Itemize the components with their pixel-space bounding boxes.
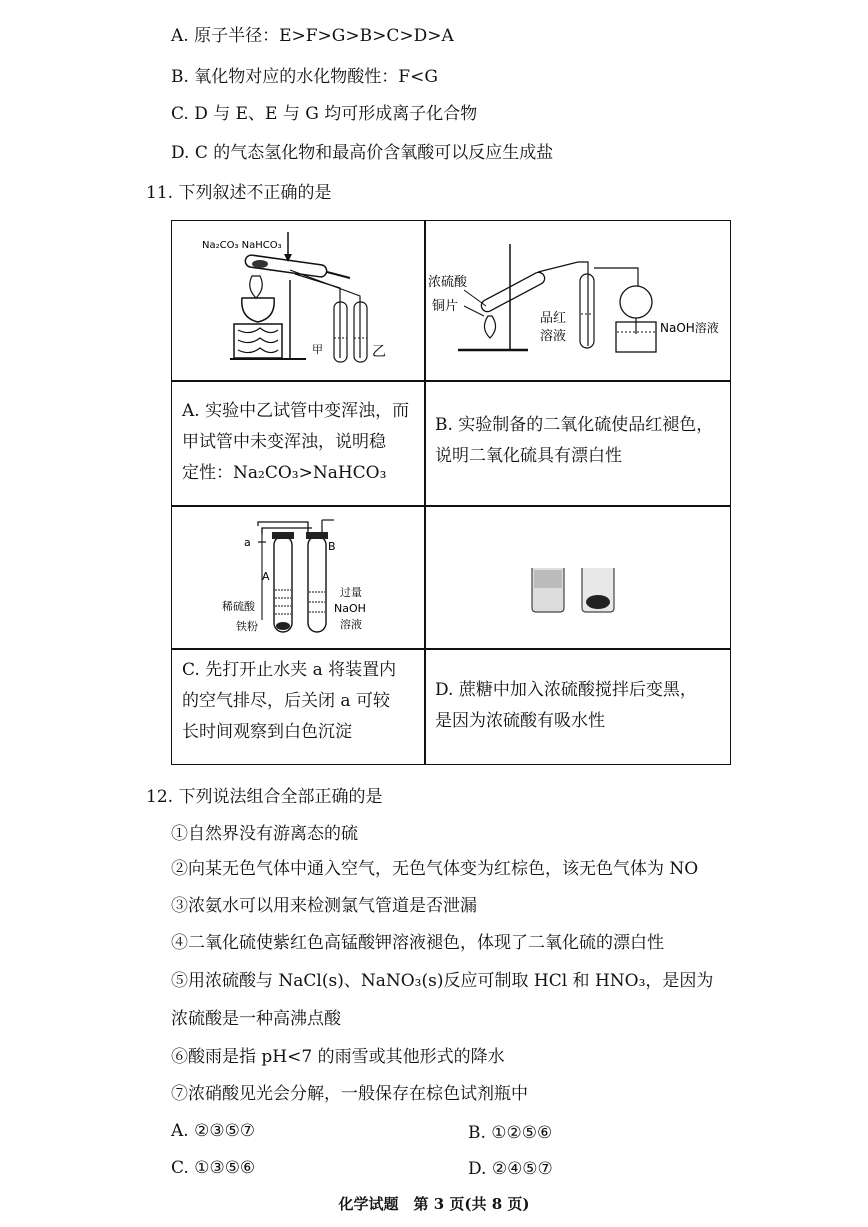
q11-option-a [182,396,409,489]
q12-item-5-cont: 浓硫酸是一种高沸点酸 [171,1009,341,1029]
q11-option-c-line-1: C. 先打开止水夹 a 将装置内 [182,660,397,680]
fig-b-copper: 铜片 [432,299,459,314]
fig-c-excess-3: 溶液 [340,618,362,631]
q11-option-c-line-3: 长时间观察到白色沉淀 [182,722,352,742]
q12-item-5: ⑤用浓硫酸与 NaCl(s)、NaNO₃(s)反应可制取 HCl 和 HNO₃，是因为 [171,971,714,991]
table-divider-vertical [424,220,426,765]
q12-choice-c: C. ①③⑤⑥ [171,1158,256,1178]
fig-b-naoh-label: NaOH溶液 [660,321,719,335]
fig-b-red-label-2: 溶液 [540,329,567,344]
q11-option-d-line-2: 是因为浓硫酸有吸水性 [435,711,605,731]
q11-option-a-line-1: A. 实验中乙试管中变浑浊，而 [182,401,410,421]
q12-stem: 12. 下列说法组合全部正确的是 [146,787,383,807]
table-divider-2 [171,505,731,507]
fig-c-excess-1: 过量 [340,586,362,599]
q11-option-a-line-2: 甲试管中未变浑浊，说明稳 [182,432,386,452]
fig-c-iron: 铁粉 [236,620,258,633]
q10-option-c: C. D 与 E、E 与 G 均可形成离子化合物 [171,104,478,124]
fig-b-acid: 浓硫酸 [428,275,468,290]
fig-a-tube-label-2: 乙 [372,344,386,360]
q12-choice-b: B. ①②⑤⑥ [468,1123,553,1143]
table-divider-1 [171,380,731,382]
fig-c-acid: 稀硫酸 [222,600,255,613]
q10-option-b: B. 氧化物对应的水化物酸性：F<G [171,67,438,87]
q12-item-7: ⑦浓硝酸见光会分解，一般保存在棕色试剂瓶中 [171,1084,528,1104]
q12-item-2: ②向某无色气体中通入空气，无色气体变为红棕色，该无色气体为 NO [171,859,699,879]
figure-so2-generation-apparatus [428,228,728,373]
q11-option-a-line-3: 定性：Na₂CO₃>NaHCO₃ [182,463,387,483]
q11-option-b-line-1: B. 实验制备的二氧化硫使品红褪色， [435,415,714,435]
fig-b-red-label-1: 品红 [540,311,567,326]
page-footer: 化学试题 第 3 页(共 8 页) [338,1195,530,1213]
fig-c-label-A: A [262,570,270,583]
q12-choice-d: D. ②④⑤⑦ [468,1159,553,1179]
q11-stem: 11. 下列叙述不正确的是 [146,183,332,203]
fig-c-label-B: B [328,540,336,553]
q12-item-1: ①自然界没有游离态的硫 [171,824,358,844]
q11-option-c-line-2: 的空气排尽，后关闭 a 可较 [182,691,390,711]
fig-c-clip-a: a [244,536,251,549]
q11-option-d-line-1: D. 蔗糖中加入浓硫酸搅拌后变黑， [435,680,697,700]
q12-item-3: ③浓氨水可以用来检测氯气管道是否泄漏 [171,896,477,916]
q12-item-4: ④二氧化硫使紫红色高锰酸钾溶液褪色，体现了二氧化硫的漂白性 [171,933,664,953]
q11-option-d [435,675,697,737]
q11-option-c [182,655,396,748]
q12-choice-a: A. ②③⑤⑦ [171,1121,256,1141]
fig-a-reagents: Na₂CO₃ NaHCO₃ [202,240,282,251]
q12-item-6: ⑥酸雨是指 pH<7 的雨雪或其他形式的降水 [171,1047,505,1067]
q11-option-b [435,410,713,472]
figure-thermal-stability-apparatus [190,228,410,368]
figure-sucrose-beakers [520,560,630,620]
fig-c-excess-2: NaOH [334,602,366,615]
fig-a-tube-label-1: 甲 [312,343,323,356]
q11-option-b-line-2: 说明二氧化硫具有漂白性 [435,446,622,466]
figure-ferrous-hydroxide-apparatus [222,514,382,644]
q10-option-d: D. C 的气态氢化物和最高价含氧酸可以反应生成盐 [171,143,554,163]
q10-option-a: A. 原子半径：E>F>G>B>C>D>A [171,26,454,46]
table-divider-3 [171,648,731,650]
